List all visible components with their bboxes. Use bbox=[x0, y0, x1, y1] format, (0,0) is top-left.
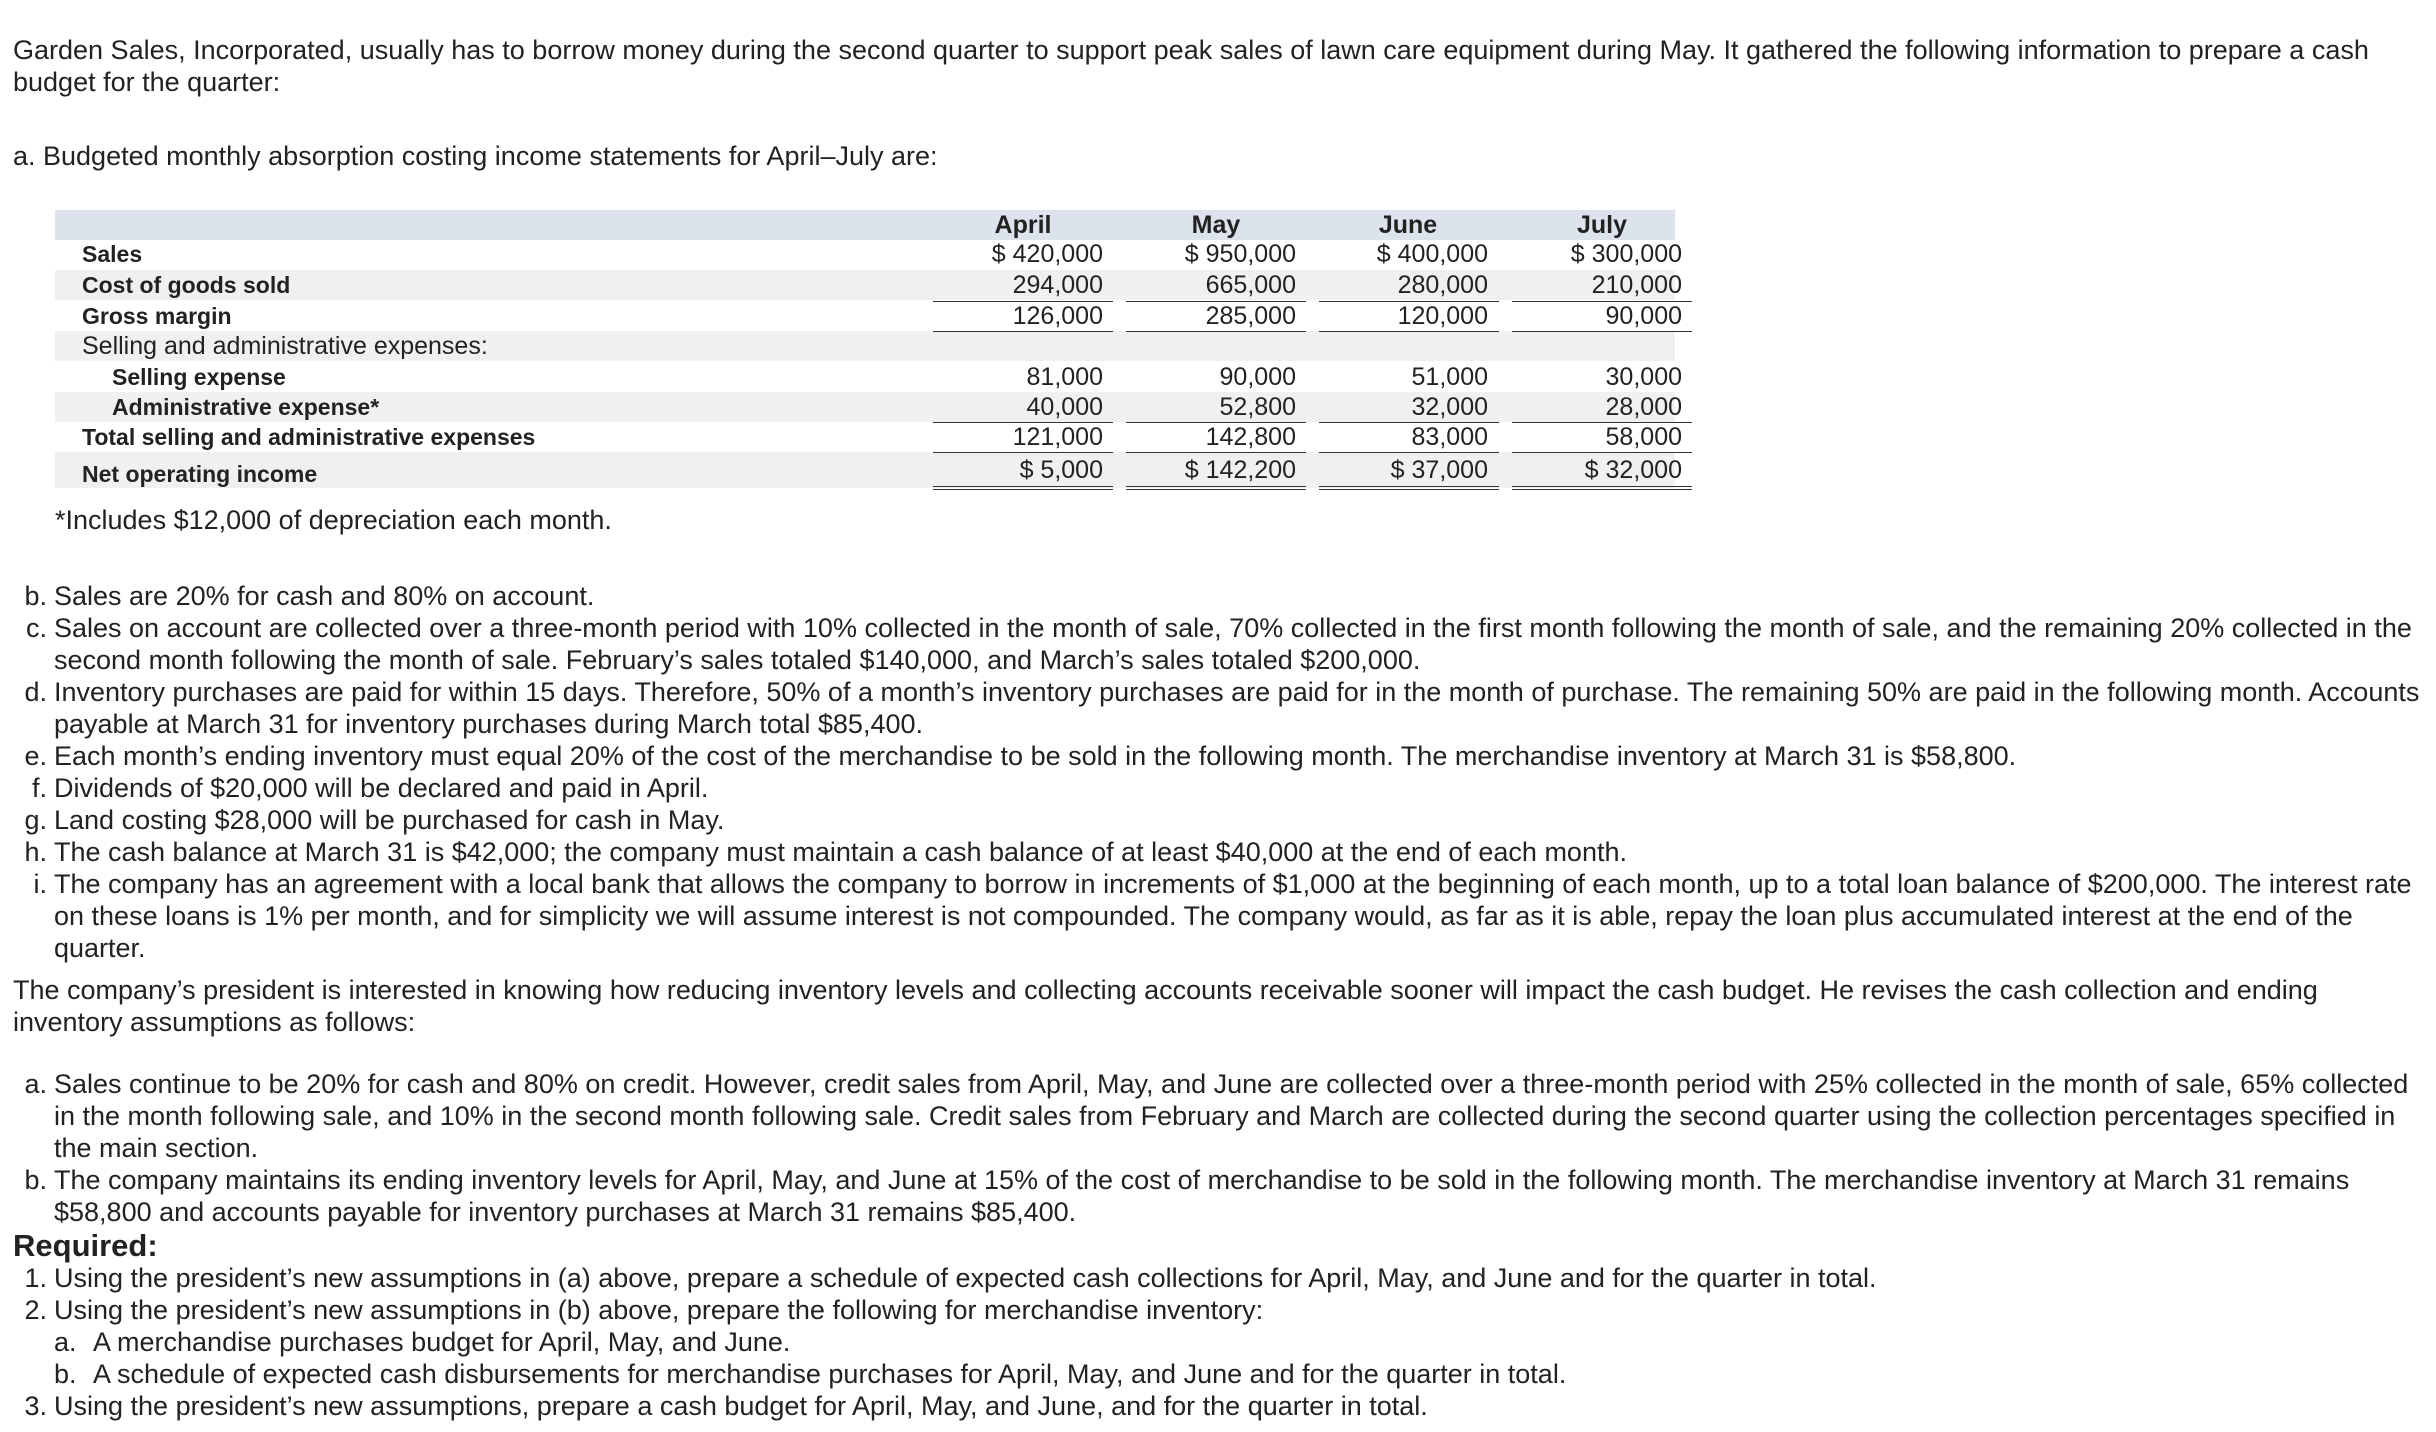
item-marker: d. bbox=[24, 677, 47, 707]
list-item bbox=[13, 804, 2426, 836]
item-marker: b. bbox=[54, 1359, 77, 1389]
list-item bbox=[13, 836, 2426, 868]
table-row-administrative-expense bbox=[55, 392, 1682, 423]
item-text: Using the president’s new assumptions in (b) above, prepare the following for merchandise inventory: bbox=[54, 1295, 1264, 1325]
table-cell: $ 300,000 bbox=[1570, 240, 1682, 268]
item-marker: b. bbox=[24, 1165, 47, 1195]
item-marker: g. bbox=[24, 805, 47, 835]
table-row-sales bbox=[55, 239, 1682, 270]
table-row-sga-heading bbox=[55, 331, 1675, 362]
table-row-net-operating-income bbox=[55, 455, 1682, 487]
intro-paragraph: Garden Sales, Incorporated, usually has to borrow money during the second quarter to support peak sales of lawn care equipment during May. It gathered the following information to prepare a cash budget for the quarter: bbox=[13, 35, 2369, 97]
required-list bbox=[13, 1262, 2426, 1422]
table-cell: 32,000 bbox=[1411, 393, 1488, 421]
item-marker: a. bbox=[54, 1327, 77, 1357]
table-cell: 81,000 bbox=[1026, 363, 1103, 391]
item-text: Sales continue to be 20% for cash and 80% on credit. However, credit sales from April, May, and June are collected over a three-month period with 25% collected in the month of sale, 65% collected in the month following sale, and 10% in the second month following sale. Credit sales from February and March are collected during the second quarter using the collection percentages specified in the main section. bbox=[54, 1069, 2409, 1163]
list-subitem bbox=[13, 1358, 2426, 1390]
item-marker: c. bbox=[25, 613, 47, 643]
table-cell: $ 5,000 bbox=[1019, 456, 1103, 484]
item-text: Using the president’s new assumptions in (a) above, prepare a schedule of expected cash collections for April, May, and June and for the quarter in total. bbox=[54, 1263, 1877, 1293]
column-header-june: June bbox=[1378, 211, 1438, 239]
table-cell: $ 400,000 bbox=[1376, 240, 1488, 268]
row-label: Total selling and administrative expenses bbox=[82, 424, 536, 450]
item-marker: i. bbox=[33, 869, 47, 899]
table-cell: 665,000 bbox=[1205, 271, 1296, 299]
table-cell: 285,000 bbox=[1205, 302, 1296, 330]
item-text: Sales on account are collected over a three-month period with 10% collected in the month of sale, 70% collected in the first month following the month of sale, and the remaining 20% collected in the second month following the month of sale. February’s sales totaled $140,000, and March’s sales totaled $200,000. bbox=[54, 613, 2412, 675]
item-marker: f. bbox=[31, 773, 47, 803]
table-cell: 126,000 bbox=[1012, 302, 1103, 330]
table-cell: 28,000 bbox=[1605, 393, 1682, 421]
table-cell: 52,800 bbox=[1219, 393, 1296, 421]
row-label: Selling expense bbox=[112, 364, 286, 390]
table-cell: 58,000 bbox=[1605, 423, 1682, 451]
table-cell: 294,000 bbox=[1012, 271, 1103, 299]
table-cell: $ 950,000 bbox=[1184, 240, 1296, 268]
item-text: Inventory purchases are paid for within 15 days. Therefore, 50% of a month’s inventory purchases are paid for in the month of purchase. The remaining 50% are paid in the following month. Accounts payable at March 31 for inventory purchases during March total $85,400. bbox=[54, 677, 2420, 739]
item-text: A merchandise purchases budget for April, May, and June. bbox=[93, 1327, 791, 1357]
row-label: Cost of goods sold bbox=[82, 272, 291, 298]
item-text: Dividends of $20,000 will be declared and paid in April. bbox=[54, 773, 709, 803]
item-marker: 1. bbox=[24, 1263, 47, 1293]
table-cell: 40,000 bbox=[1026, 393, 1103, 421]
list-item bbox=[13, 1262, 2426, 1294]
item-marker: h. bbox=[24, 837, 47, 867]
item-marker: e. bbox=[24, 741, 47, 771]
list-item bbox=[13, 1068, 2426, 1164]
list-item bbox=[13, 676, 2426, 740]
required-heading: Required: bbox=[13, 1228, 158, 1263]
list-item bbox=[13, 740, 2426, 772]
table-row-cogs bbox=[55, 270, 1682, 301]
table-cell: 120,000 bbox=[1397, 302, 1488, 330]
revised-assumptions-list bbox=[13, 1068, 2426, 1228]
list-item bbox=[13, 1294, 2426, 1326]
table-cell: 90,000 bbox=[1605, 302, 1682, 330]
table-cell: $ 32,000 bbox=[1584, 456, 1682, 484]
depreciation-footnote: *Includes $12,000 of depreciation each month. bbox=[55, 505, 612, 535]
assumptions-list bbox=[13, 580, 2426, 964]
row-label: Selling and administrative expenses: bbox=[82, 332, 488, 360]
table-row-gross-margin bbox=[55, 301, 1682, 332]
column-header-may: May bbox=[1191, 211, 1241, 239]
list-item bbox=[13, 580, 2426, 612]
item-marker: 3. bbox=[24, 1391, 47, 1421]
item-marker: b. bbox=[24, 581, 47, 611]
column-header-april: April bbox=[994, 211, 1052, 239]
table-header-row bbox=[55, 210, 1675, 241]
list-subitem bbox=[13, 1326, 2426, 1358]
table-row-total-sga bbox=[55, 422, 1682, 453]
list-item bbox=[13, 772, 2426, 804]
row-label: Net operating income bbox=[82, 461, 318, 487]
list-item bbox=[13, 868, 2426, 964]
table-cell: 83,000 bbox=[1411, 423, 1488, 451]
table-cell: 280,000 bbox=[1397, 271, 1488, 299]
item-marker: 2. bbox=[24, 1295, 47, 1325]
table-cell: $ 420,000 bbox=[991, 240, 1103, 268]
list-item bbox=[13, 612, 2426, 676]
list-item bbox=[13, 1164, 2426, 1228]
item-text: Land costing $28,000 will be purchased for cash in May. bbox=[54, 805, 725, 835]
table-cell: 142,800 bbox=[1205, 423, 1296, 451]
item-text: The company has an agreement with a local bank that allows the company to borrow in increments of $1,000 at the beginning of each month, up to a total loan balance of $200,000. The interest rate on these loans is 1% per month, and for simplicity we will assume interest is not compounded. The company would, as far as it is able, repay the loan plus accumulated interest at the end of the quarter. bbox=[54, 869, 2412, 963]
item-text: Using the president’s new assumptions, prepare a cash budget for April, May, and June, and for the quarter in total. bbox=[54, 1391, 1428, 1421]
table-cell: 90,000 bbox=[1219, 363, 1296, 391]
table-row-selling-expense bbox=[55, 362, 1682, 393]
item-text: A schedule of expected cash disbursements for merchandise purchases for April, May, and June and for the quarter in total. bbox=[93, 1359, 1567, 1389]
part-a-title: a. Budgeted monthly absorption costing income statements for April–July are: bbox=[13, 141, 938, 171]
item-marker: a. bbox=[24, 1069, 47, 1099]
item-text: Each month’s ending inventory must equal 20% of the cost of the merchandise to be sold in the following month. The merchandise inventory at March 31 is $58,800. bbox=[54, 741, 2017, 771]
item-text: Sales are 20% for cash and 80% on account. bbox=[54, 581, 595, 611]
table-cell: 210,000 bbox=[1591, 271, 1682, 299]
table-cell: 51,000 bbox=[1411, 363, 1488, 391]
column-header-july: July bbox=[1576, 211, 1628, 239]
table-cell: 30,000 bbox=[1605, 363, 1682, 391]
table-cell: 121,000 bbox=[1012, 423, 1103, 451]
table-cell: $ 37,000 bbox=[1390, 456, 1488, 484]
president-paragraph: The company’s president is interested in knowing how reducing inventory levels and collecting accounts receivable sooner will impact the cash budget. He revises the cash collection and ending inventory assumptions as follows: bbox=[13, 975, 2318, 1037]
row-label: Sales bbox=[82, 241, 143, 267]
row-label: Administrative expense* bbox=[112, 394, 380, 420]
item-text: The company maintains its ending inventory levels for April, May, and June at 15% of the cost of merchandise to be sold in the following month. The merchandise inventory at March 31 remains $58,800 and accounts payable for inventory purchases at March 31 remains $85,400. bbox=[54, 1165, 2350, 1227]
list-item bbox=[13, 1390, 2426, 1422]
table-cell: $ 142,200 bbox=[1184, 456, 1296, 484]
item-text: The cash balance at March 31 is $42,000; the company must maintain a cash balance of at least $40,000 at the end of each month. bbox=[54, 837, 1627, 867]
row-label: Gross margin bbox=[82, 303, 232, 329]
